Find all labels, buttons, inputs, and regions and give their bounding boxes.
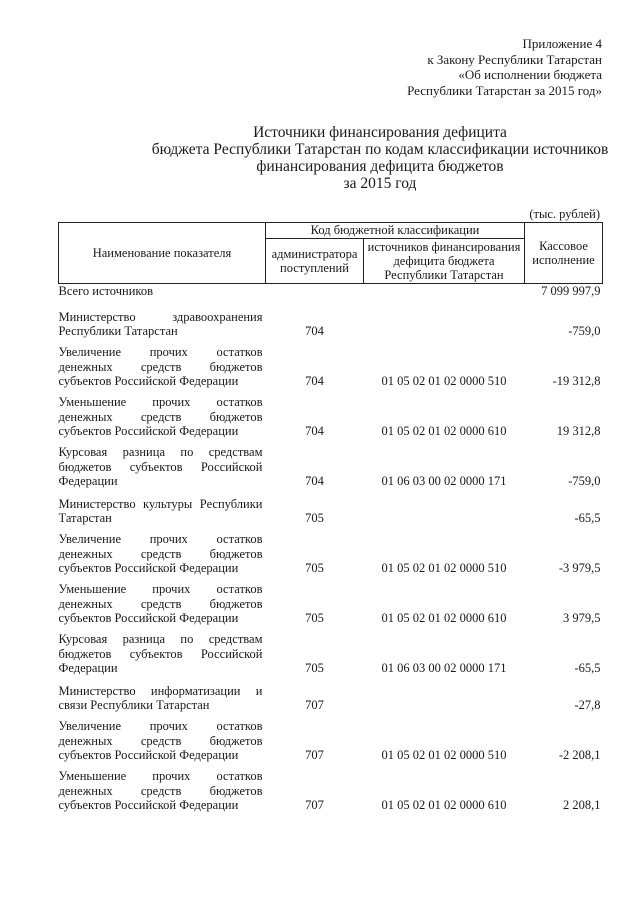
table-row <box>59 576 603 626</box>
cell-amount: -65,5 <box>574 511 601 525</box>
document-title <box>0 124 640 192</box>
cell-name: Министерство здравоохранения Республики Татарстан <box>58 309 263 338</box>
cell-amount: 3 979,5 <box>563 611 601 625</box>
title-line: бюджета Республики Татарстан по кодам классификации источников <box>151 141 609 158</box>
cell-name: Уменьшение прочих остатков денежных средств бюджетов субъектов Российской Федерации <box>58 769 263 812</box>
table-row <box>59 763 603 813</box>
cell-name: Всего источников <box>58 284 153 298</box>
cell-name: Курсовая разница по средствам бюджетов субъектов Российской Федерации <box>58 445 263 488</box>
table-row <box>59 389 603 439</box>
appendix-line: к Закону Республики Татарстан <box>427 51 602 67</box>
cell-amount: -759,0 <box>568 324 601 338</box>
cell-source: 01 05 02 01 02 0000 610 <box>381 611 507 625</box>
cell-source: 01 06 03 00 02 0000 171 <box>381 474 507 488</box>
cell-name: Увеличение прочих остатков денежных средств бюджетов субъектов Российской Федерации <box>58 719 263 762</box>
appendix-note <box>407 36 602 98</box>
table-row <box>59 626 603 676</box>
cell-name: Увеличение прочих остатков денежных средств бюджетов субъектов Российской Федерации <box>58 532 263 575</box>
cell-admin: 707 <box>305 748 324 762</box>
cell-source: 01 05 02 01 02 0000 510 <box>381 374 507 388</box>
cell-name: Министерство информатизации и связи Республики Татарстан <box>58 683 263 712</box>
cell-admin: 705 <box>305 611 324 625</box>
cell-amount: 7 099 997,9 <box>541 284 601 298</box>
cell-amount: -3 979,5 <box>558 561 601 575</box>
cell-admin: 705 <box>305 661 324 675</box>
cell-source: 01 05 02 01 02 0000 510 <box>381 561 507 575</box>
title-line: финансирования дефицита бюджетов <box>256 158 504 175</box>
table-row <box>59 676 603 713</box>
table-row <box>59 302 603 339</box>
cell-source: 01 06 03 00 02 0000 171 <box>381 661 507 675</box>
financing-table <box>58 222 603 813</box>
cell-admin: 704 <box>305 424 324 438</box>
header-code-group: Код бюджетной классификации <box>266 223 525 239</box>
cell-amount: -19 312,8 <box>552 374 601 388</box>
header-name: Наименование показателя <box>59 223 266 284</box>
cell-amount: -759,0 <box>568 474 601 488</box>
cell-amount: 19 312,8 <box>556 424 601 438</box>
cell-source: 01 05 02 01 02 0000 610 <box>381 424 507 438</box>
cell-source <box>364 284 525 302</box>
cell-amount: -27,8 <box>574 698 601 712</box>
header-source: источников финансирования дефицита бюджета Республики Татарстан <box>364 239 525 284</box>
cell-amount: 2 208,1 <box>563 798 601 812</box>
cell-admin: 707 <box>305 698 324 712</box>
cell-source: 01 05 02 01 02 0000 610 <box>381 798 507 812</box>
cell-source <box>364 489 525 526</box>
cell-admin: 705 <box>305 511 324 525</box>
table-row <box>59 489 603 526</box>
title-line: Источники финансирования дефицита <box>253 124 507 141</box>
cell-admin: 707 <box>305 798 324 812</box>
appendix-line: «Об исполнении бюджета <box>458 67 602 82</box>
appendix-line: Приложение 4 <box>522 36 602 51</box>
cell-admin: 704 <box>305 324 324 338</box>
table-row <box>59 526 603 576</box>
cell-admin: 704 <box>305 474 324 488</box>
cell-source: 01 05 02 01 02 0000 510 <box>381 748 507 762</box>
cell-name: Уменьшение прочих остатков денежных средств бюджетов субъектов Российской Федерации <box>58 395 263 438</box>
cell-admin <box>266 284 364 302</box>
table-row <box>59 713 603 763</box>
cell-name: Министерство культуры Республики Татарстан <box>58 496 263 525</box>
cell-amount: -65,5 <box>574 661 601 675</box>
cell-source <box>364 676 525 713</box>
cell-amount: -2 208,1 <box>558 748 601 762</box>
title-line: за 2015 год <box>343 175 417 192</box>
cell-admin: 704 <box>305 374 324 388</box>
header-admin: администратора поступлений <box>266 239 364 284</box>
header-amount: Кассовое исполнение <box>525 223 603 284</box>
table-row <box>59 339 603 389</box>
cell-source <box>364 302 525 339</box>
appendix-line: Республики Татарстан за 2015 год» <box>407 82 602 98</box>
units-label: (тыс. рублей) <box>529 207 600 221</box>
cell-name: Курсовая разница по средствам бюджетов субъектов Российской Федерации <box>58 632 263 675</box>
cell-name: Уменьшение прочих остатков денежных средств бюджетов субъектов Российской Федерации <box>58 582 263 625</box>
table-row <box>59 439 603 489</box>
total-row <box>59 284 603 302</box>
cell-name: Увеличение прочих остатков денежных средств бюджетов субъектов Российской Федерации <box>58 345 263 388</box>
cell-admin: 705 <box>305 561 324 575</box>
